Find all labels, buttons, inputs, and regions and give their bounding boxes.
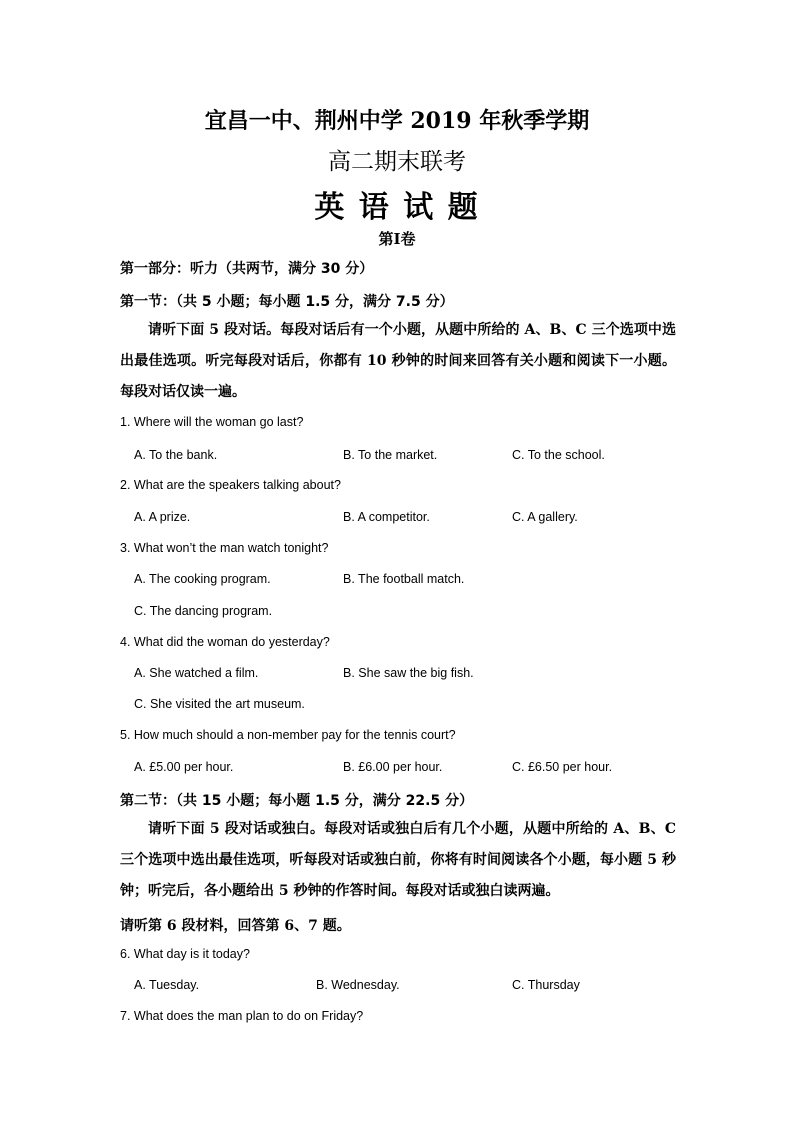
question-7-stem: 7. What does the man plan to do on Friday? [120, 1009, 364, 1023]
question-6-option-a: A. Tuesday. [134, 978, 200, 992]
question-2-option-b: B. A competitor. [343, 510, 430, 524]
section1-instructions: 请听下面 5 段对话。每段对话后有一个小题，从题中所给的 A、B、C 三个选项中选出最佳选项。听完每段对话后，你都有 10 秒钟的时间来回答有关小题和阅读下一小题。每段对话仅读一遍。 [120, 322, 676, 400]
question-2-option-c: C. A gallery. [512, 510, 578, 524]
material-note: 请听第 6 段材料，回答第 6、7 题。 [120, 918, 351, 934]
part1-title: 第一部分：听力（共两节，满分 30 分） [120, 261, 374, 277]
question-4-option-b: B. She saw the big fish. [343, 666, 474, 680]
question-3-stem: 3. What won’t the man watch tonight? [120, 541, 329, 555]
question-3-option-c: C. The dancing program. [134, 604, 273, 618]
question-4-stem: 4. What did the woman do yesterday? [120, 635, 330, 649]
question-4-option-c: C. She visited the art museum. [134, 697, 305, 711]
question-5-stem: 5. How much should a non-member pay for the tennis court? [120, 728, 456, 742]
question-6-stem: 6. What day is it today? [120, 947, 250, 961]
question-1-option-b: B. To the market. [343, 448, 438, 462]
question-1-option-c: C. To the school. [512, 448, 605, 462]
section1-title: 第一节：（共 5 小题；每小题 1.5 分，满分 7.5 分） [120, 294, 454, 310]
subject-title: 英 语 试 题 [314, 190, 480, 225]
question-4-option-a: A. She watched a film. [134, 666, 259, 680]
volume-title: 第I卷 [378, 230, 416, 248]
question-3-option-a: A. The cooking program. [134, 572, 271, 586]
school-title: 宜昌一中、荆州中学 2019 年秋季学期 [204, 108, 590, 134]
exam-title: 高二期末联考 [328, 149, 466, 175]
section2-title: 第二节：（共 15 小题；每小题 1.5 分，满分 22.5 分） [120, 793, 474, 809]
question-6-option-b: B. Wednesday. [316, 978, 400, 992]
question-5-option-a: A. £5.00 per hour. [134, 760, 234, 774]
question-5-option-c: C. £6.50 per hour. [512, 760, 613, 774]
question-2-option-a: A. A prize. [134, 510, 191, 524]
question-1-stem: 1. Where will the woman go last? [120, 415, 304, 429]
section2-instructions: 请听下面 5 段对话或独白。每段对话或独白后有几个小题，从题中所给的 A、B、C 三个选项中选出最佳选项，听每段对话或独白前，你将有时间阅读各个小题，每小题 5 秒钟；听完后，各小题给出 5 秒钟的作答时间。每段对话或独白读两遍。 [120, 821, 676, 899]
question-6-option-c: C. Thursday [512, 978, 580, 992]
question-5-option-b: B. £6.00 per hour. [343, 760, 443, 774]
question-1-option-a: A. To the bank. [134, 448, 218, 462]
question-3-option-b: B. The football match. [343, 572, 465, 586]
question-2-stem: 2. What are the speakers talking about? [120, 478, 341, 492]
